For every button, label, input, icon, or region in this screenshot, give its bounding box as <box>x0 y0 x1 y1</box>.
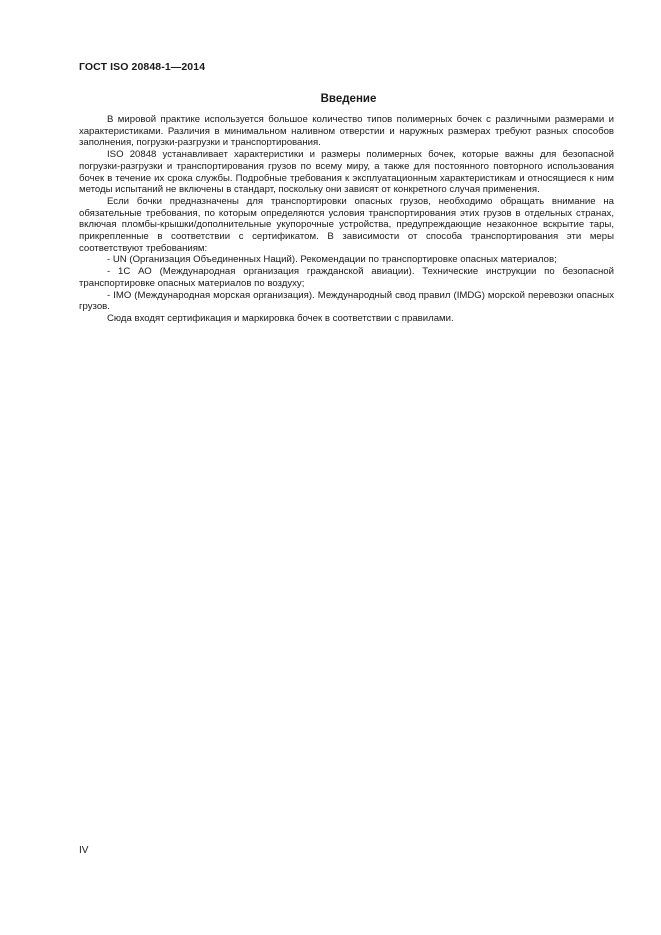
paragraph: ISO 20848 устанавливает характеристики и размеры полимерных бочек, которые важны для безопасной погрузки-разгрузки и транспортирования грузов по всему миру, а также для постоянного повторного использования бочек в течение их срока службы. Подробные требования к эксплуатационным характеристикам и относящиеся к ним методы испытаний не включены в стандарт, поскольку они зависят от конкретного случая применения. <box>79 149 614 196</box>
list-item: - IMO (Международная морская организация). Международный свод правил (IMDG) морской перевозки опасных грузов. <box>79 289 614 313</box>
page-number: IV <box>79 845 89 856</box>
paragraph: Сюда входят сертификация и маркировка бочек в соответствии с правилами. <box>107 312 454 324</box>
list-item: - 1С АО (Международная организация гражданской авиации). Технические инструкции по безопасной транспортировке опасных материалов по воздуху; <box>79 266 614 289</box>
document-header: ГОСТ ISO 20848-1—2014 <box>79 61 206 73</box>
section-body <box>79 114 614 325</box>
paragraph: В мировой практике используется большое количество типов полимерных бочек с различными размерами и характеристиками. Различия в минимальном наливном отверстии и наружных размерах требуют разных способов заполнения, погрузки-разгрузки и транспортирования. <box>79 114 614 149</box>
list-item: - UN (Организация Объединенных Наций). Рекомендации по транспортировке опасных материалов; <box>107 254 557 266</box>
paragraph: Если бочки предназначены для транспортировки опасных грузов, необходимо обращать внимание на обязательные требования, по которым определяются условия транспортирования этих грузов в отдельных странах, включая пломбы-крышки/дополнительные укупорочные устройства, предупреждающие незаконное вскрытие тары, прикрепленные в соответствии с сертификатом. В зависимости от способа транспортирования эти меры соответствуют требованиям: <box>79 195 614 254</box>
section-title: Введение <box>320 93 377 105</box>
